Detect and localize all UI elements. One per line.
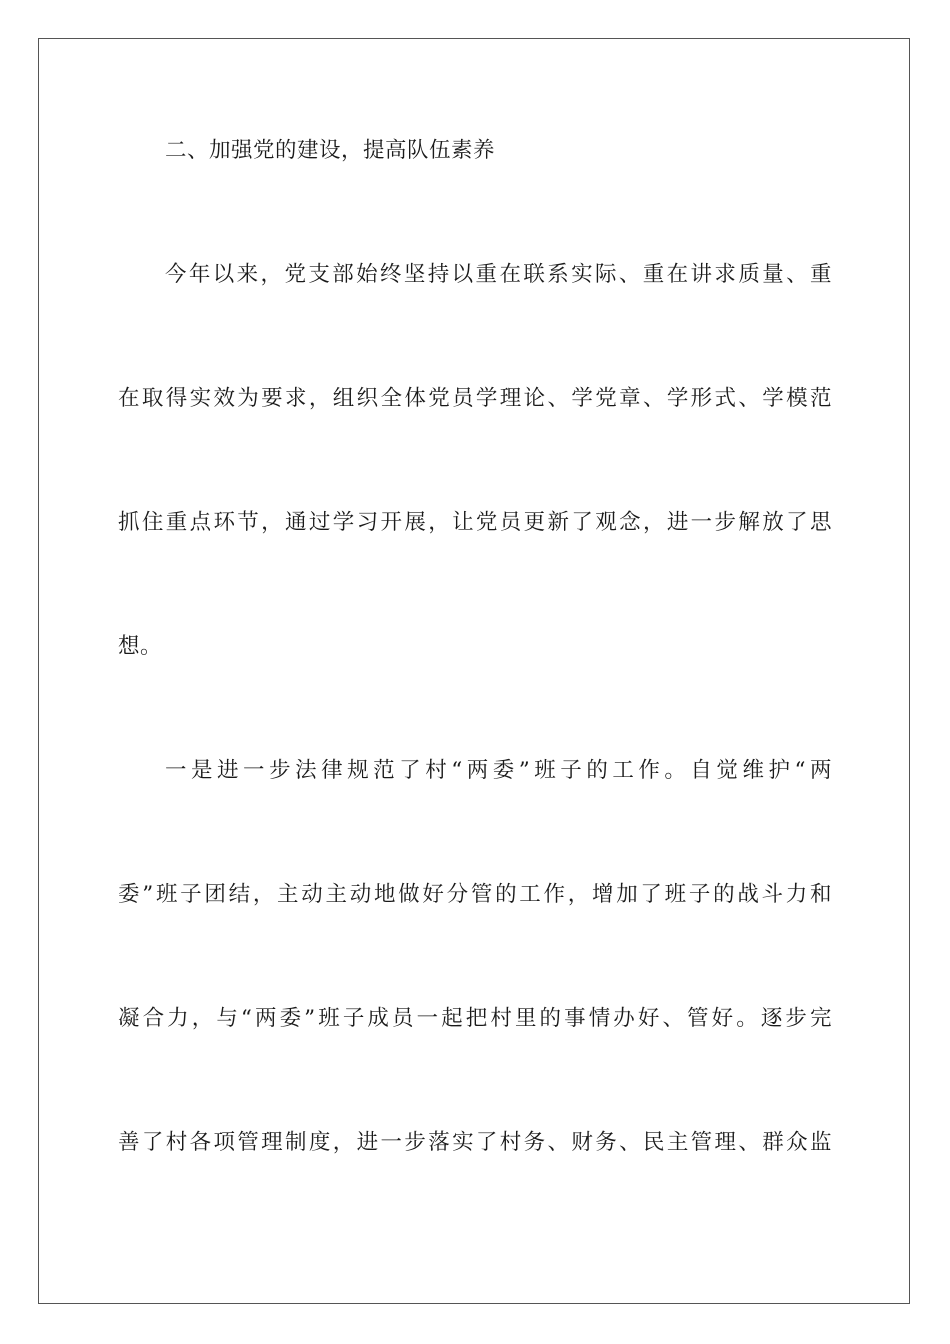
paragraph-2-line-2: 委”班子团结，主动主动地做好分管的工作，增加了班子的战斗力和: [118, 882, 832, 907]
paragraph-1-line-1: 今年以来，党支部始终坚持以重在联系实际、重在讲求质量、重: [165, 262, 832, 287]
paragraph-2-line-4: 善了村各项管理制度，进一步落实了村务、财务、民主管理、群众监: [118, 1130, 832, 1155]
paragraph-1-line-3: 抓住重点环节，通过学习开展，让党员更新了观念，进一步解放了思: [118, 510, 832, 535]
paragraph-1-line-4: 想。: [118, 634, 163, 659]
paragraph-2-line-3: 凝合力，与“两委”班子成员一起把村里的事情办好、管好。逐步完: [118, 1006, 832, 1031]
page-border: [38, 38, 910, 1304]
paragraph-1-line-2: 在取得实效为要求，组织全体党员学理论、学党章、学形式、学模范: [118, 386, 832, 411]
section-heading: 二、加强党的建设，提高队伍素养: [165, 138, 496, 163]
paragraph-2-line-1: 一是进一步法律规范了村“两委”班子的工作。自觉维护“两: [165, 758, 832, 783]
